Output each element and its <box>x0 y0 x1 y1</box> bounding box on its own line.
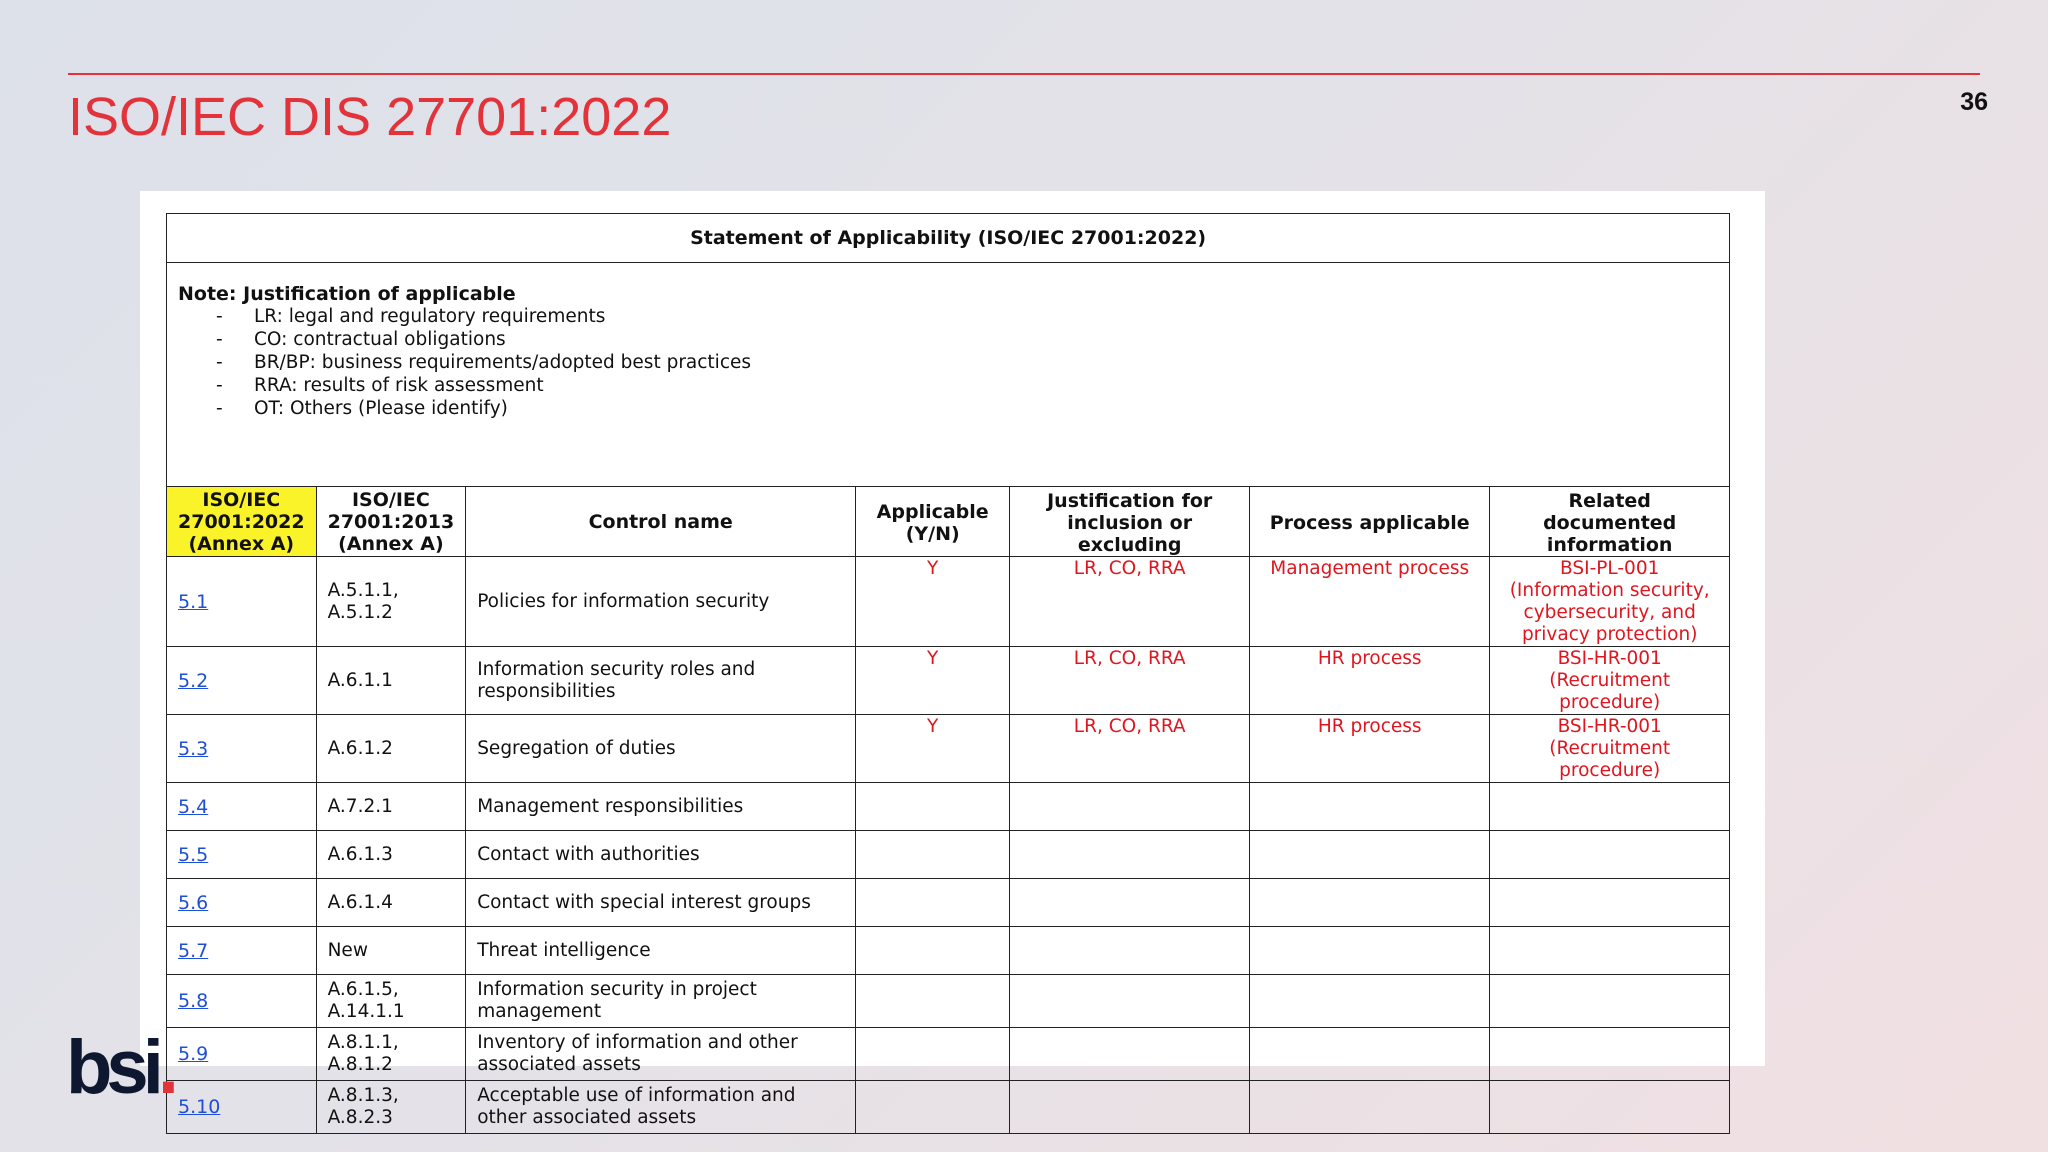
related-document <box>1490 975 1730 1028</box>
table-row <box>167 1081 1730 1134</box>
note-bullet: - <box>216 329 223 350</box>
control-2013-ref: A.8.1.3, A.8.2.3 <box>316 1081 466 1134</box>
control-id-link[interactable]: 5.7 <box>167 927 317 975</box>
applicable-value <box>856 927 1010 975</box>
table-row <box>167 783 1730 831</box>
control-2013-ref: A.6.1.1 <box>316 647 466 715</box>
slide-title: ISO/IEC DIS 27701:2022 <box>68 87 672 147</box>
header-process-applicable: Process applicable <box>1250 487 1490 557</box>
note-item <box>216 328 1718 351</box>
related-document <box>1490 1028 1730 1081</box>
control-name: Contact with special interest groups <box>466 879 856 927</box>
note-item-text: RRA: results of risk assessment <box>254 375 544 396</box>
table-row <box>167 927 1730 975</box>
control-id-link[interactable]: 5.2 <box>167 647 317 715</box>
related-document: BSI-PL-001 (Information security, cybersecurity, and privacy protection) <box>1490 557 1730 647</box>
header-iso-2013: ISO/IEC 27001:2013 (Annex A) <box>316 487 466 557</box>
justification-value: LR, CO, RRA <box>1010 557 1250 647</box>
process-value <box>1250 1028 1490 1081</box>
table-row <box>167 975 1730 1028</box>
header-justification: Justification for inclusion or excluding <box>1010 487 1250 557</box>
control-name: Inventory of information and other associated assets <box>466 1028 856 1081</box>
control-name: Threat intelligence <box>466 927 856 975</box>
applicable-value: Y <box>856 557 1010 647</box>
control-id-link[interactable]: 5.5 <box>167 831 317 879</box>
control-name: Policies for information security <box>466 557 856 647</box>
justification-value <box>1010 1028 1250 1081</box>
applicable-value <box>856 783 1010 831</box>
control-id-link[interactable]: 5.1 <box>167 557 317 647</box>
note-bullet: - <box>216 398 223 419</box>
note-item <box>216 374 1718 397</box>
control-id-link[interactable]: 5.10 <box>167 1081 317 1134</box>
table-row <box>167 715 1730 783</box>
control-id-link[interactable]: 5.6 <box>167 879 317 927</box>
note-item-text: CO: contractual obligations <box>254 329 506 350</box>
control-2013-ref: A.8.1.1, A.8.1.2 <box>316 1028 466 1081</box>
related-document <box>1490 783 1730 831</box>
control-2013-ref: A.5.1.1, A.5.1.2 <box>316 557 466 647</box>
justification-value <box>1010 879 1250 927</box>
related-document: BSI-HR-001 (Recruitment procedure) <box>1490 715 1730 783</box>
header-related-documented-information: Related documented information <box>1490 487 1730 557</box>
control-id-link[interactable]: 5.9 <box>167 1028 317 1081</box>
related-document <box>1490 879 1730 927</box>
note-bullet: - <box>216 306 223 327</box>
justification-value <box>1010 831 1250 879</box>
process-value <box>1250 975 1490 1028</box>
related-document: BSI-HR-001 (Recruitment procedure) <box>1490 647 1730 715</box>
control-name: Information security in project management <box>466 975 856 1028</box>
bsi-logo: bsi. <box>66 1025 173 1110</box>
document-image <box>140 191 1765 1128</box>
process-value: Management process <box>1250 557 1490 647</box>
process-value: HR process <box>1250 715 1490 783</box>
table-row <box>167 557 1730 647</box>
control-2013-ref: A.6.1.5, A.14.1.1 <box>316 975 466 1028</box>
justification-value <box>1010 927 1250 975</box>
applicable-value <box>856 1081 1010 1134</box>
table-row <box>167 647 1730 715</box>
control-2013-ref: New <box>316 927 466 975</box>
control-2013-ref: A.6.1.2 <box>316 715 466 783</box>
control-id-link[interactable]: 5.8 <box>167 975 317 1028</box>
header-control-name: Control name <box>466 487 856 557</box>
page-number: 36 <box>1960 88 1988 116</box>
table-row <box>167 831 1730 879</box>
note-list <box>178 305 1718 420</box>
control-name: Information security roles and responsibilities <box>466 647 856 715</box>
note-item <box>216 351 1718 374</box>
note-item-text: LR: legal and regulatory requirements <box>254 306 606 327</box>
applicable-value <box>856 1028 1010 1081</box>
control-name: Contact with authorities <box>466 831 856 879</box>
applicable-value <box>856 831 1010 879</box>
applicable-value: Y <box>856 647 1010 715</box>
note-bullet: - <box>216 375 223 396</box>
justification-value: LR, CO, RRA <box>1010 647 1250 715</box>
control-name: Acceptable use of information and other associated assets <box>466 1081 856 1134</box>
table-body <box>167 557 1730 1134</box>
note-item-text: BR/BP: business requirements/adopted best practices <box>254 352 752 373</box>
header-iso-2022: ISO/IEC 27001:2022 (Annex A) <box>167 487 317 557</box>
control-name: Management responsibilities <box>466 783 856 831</box>
note-item-text: OT: Others (Please identify) <box>254 398 508 419</box>
table-row <box>167 1028 1730 1081</box>
process-value <box>1250 831 1490 879</box>
applicable-value: Y <box>856 715 1010 783</box>
control-2013-ref: A.6.1.3 <box>316 831 466 879</box>
table-title: Statement of Applicability (ISO/IEC 27001:2022) <box>167 214 1730 263</box>
statement-of-applicability-table <box>166 213 1730 1134</box>
control-2013-ref: A.7.2.1 <box>316 783 466 831</box>
note-item <box>216 305 1718 328</box>
justification-value <box>1010 1081 1250 1134</box>
justification-value <box>1010 975 1250 1028</box>
note-item <box>216 397 1718 420</box>
process-value <box>1250 783 1490 831</box>
control-2013-ref: A.6.1.4 <box>316 879 466 927</box>
justification-value <box>1010 783 1250 831</box>
note-heading: Note: Justification of applicable <box>178 283 516 305</box>
process-value <box>1250 927 1490 975</box>
process-value <box>1250 1081 1490 1134</box>
applicable-value <box>856 975 1010 1028</box>
table-row <box>167 879 1730 927</box>
control-id-link[interactable]: 5.3 <box>167 715 317 783</box>
process-value: HR process <box>1250 647 1490 715</box>
header-applicable: Applicable (Y/N) <box>856 487 1010 557</box>
justification-value: LR, CO, RRA <box>1010 715 1250 783</box>
applicable-value <box>856 879 1010 927</box>
title-rule <box>68 73 1980 75</box>
related-document <box>1490 927 1730 975</box>
related-document <box>1490 1081 1730 1134</box>
note-bullet: - <box>216 352 223 373</box>
related-document <box>1490 831 1730 879</box>
justification-note <box>167 263 1730 487</box>
control-name: Segregation of duties <box>466 715 856 783</box>
control-id-link[interactable]: 5.4 <box>167 783 317 831</box>
process-value <box>1250 879 1490 927</box>
